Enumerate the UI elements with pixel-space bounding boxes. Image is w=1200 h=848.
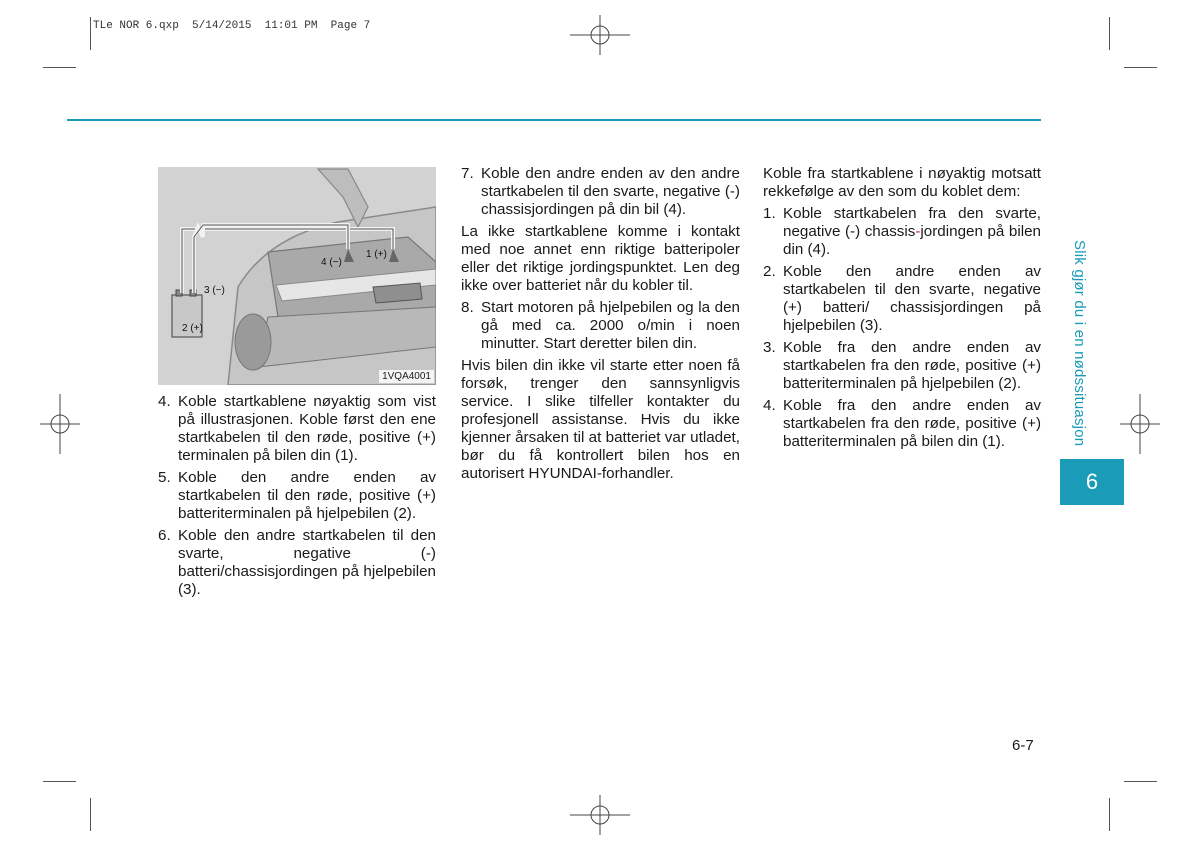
label-negative-own-car: 4 (−) — [321, 257, 342, 268]
column-2 — [461, 165, 740, 487]
column-1 — [158, 393, 436, 603]
registration-mark-bottom — [570, 795, 630, 835]
disconnect-intro: Koble fra startkablene i nøyaktig motsatt rekkefølge av den som du koblet dem: — [763, 165, 1041, 200]
step-7-note: La ikke startkablene komme i kontakt med noe annet enn riktige batteripoler eller det riktige jordingspunktet. Len deg ikke over batteriet når du kobler til. — [461, 223, 740, 294]
disconnect-step-4: 4. Koble fra den andre enden av startkabelen fra den røde, positive (+) batteriterminalen på bilen din (1). — [763, 397, 1041, 450]
step-6: 6. Koble den andre startkabelen til den svarte, negative (-) batteri/chassisjordingen på hjelpebilen (3). — [158, 527, 436, 598]
service-paragraph: Hvis bilen din ikke vil starte etter noen få forsøk, trenger den sannsynligvis service. I slike tilfeller kontakter du profesjonell assistanse. Hvis du ikke kjenner årsaken til at batteriet var utladet, bør du få kontrollert bilen hos en autorisert HYUNDAI-forhandler. — [461, 357, 740, 482]
step-4: 4. Koble startkablene nøyaktig som vist på illustrasjonen. Koble først den ene startkabelen til den røde, positive (+) terminalen på bilen din (1). — [158, 393, 436, 464]
jump-start-illustration — [158, 167, 436, 385]
car-engine-bay-drawing — [158, 167, 436, 385]
step-7: 7. Koble den andre enden av den andre startkabelen til den svarte, negative (-) chassisjordingen på din bil (4). — [461, 165, 740, 218]
column-3 — [763, 165, 1041, 455]
step-8: 8. Start motoren på hjelpebilen og la den gå med ca. 2000 o/min i noen minutter. Start deretter bilen din. — [461, 299, 740, 352]
label-negative-helper: 3 (−) — [204, 285, 225, 296]
registration-mark-top — [570, 15, 630, 55]
chapter-tab: 6 — [1060, 459, 1124, 505]
disconnect-step-3: 3. Koble fra den andre enden av startkabelen fra den røde, positive (+) batteriterminalen på hjelpebilen (2). — [763, 339, 1041, 392]
page-number: 6-7 — [1012, 737, 1034, 754]
disconnect-step-1: 1. Koble startkabelen fra den svarte, negative (-) chassis-jordingen på bilen din (4). — [763, 205, 1041, 258]
registration-mark-left — [40, 394, 80, 454]
hyphen-mark: - — [915, 223, 921, 240]
disconnect-step-2: 2. Koble den andre enden av startkabelen til den svarte, negative (+) batteri/ chassisjordingen på hjelpebilen (3). — [763, 263, 1041, 334]
label-positive-helper: 2 (+) — [182, 323, 203, 334]
step-5: 5. Koble den andre enden av startkabelen til den røde, positive (+) batteriterminalen på hjelpebilen (2). — [158, 469, 436, 522]
registration-mark-right — [1120, 394, 1160, 454]
print-slug: TLe NOR 6.qxp 5/14/2015 11:01 PM Page 7 — [93, 20, 371, 32]
label-positive-own-car: 1 (+) — [366, 249, 387, 260]
header-rule — [67, 119, 1041, 121]
section-title-vertical: Slik gjør du i en nødssituasjon — [1071, 240, 1088, 447]
figure-code: 1VQA4001 — [379, 370, 434, 383]
